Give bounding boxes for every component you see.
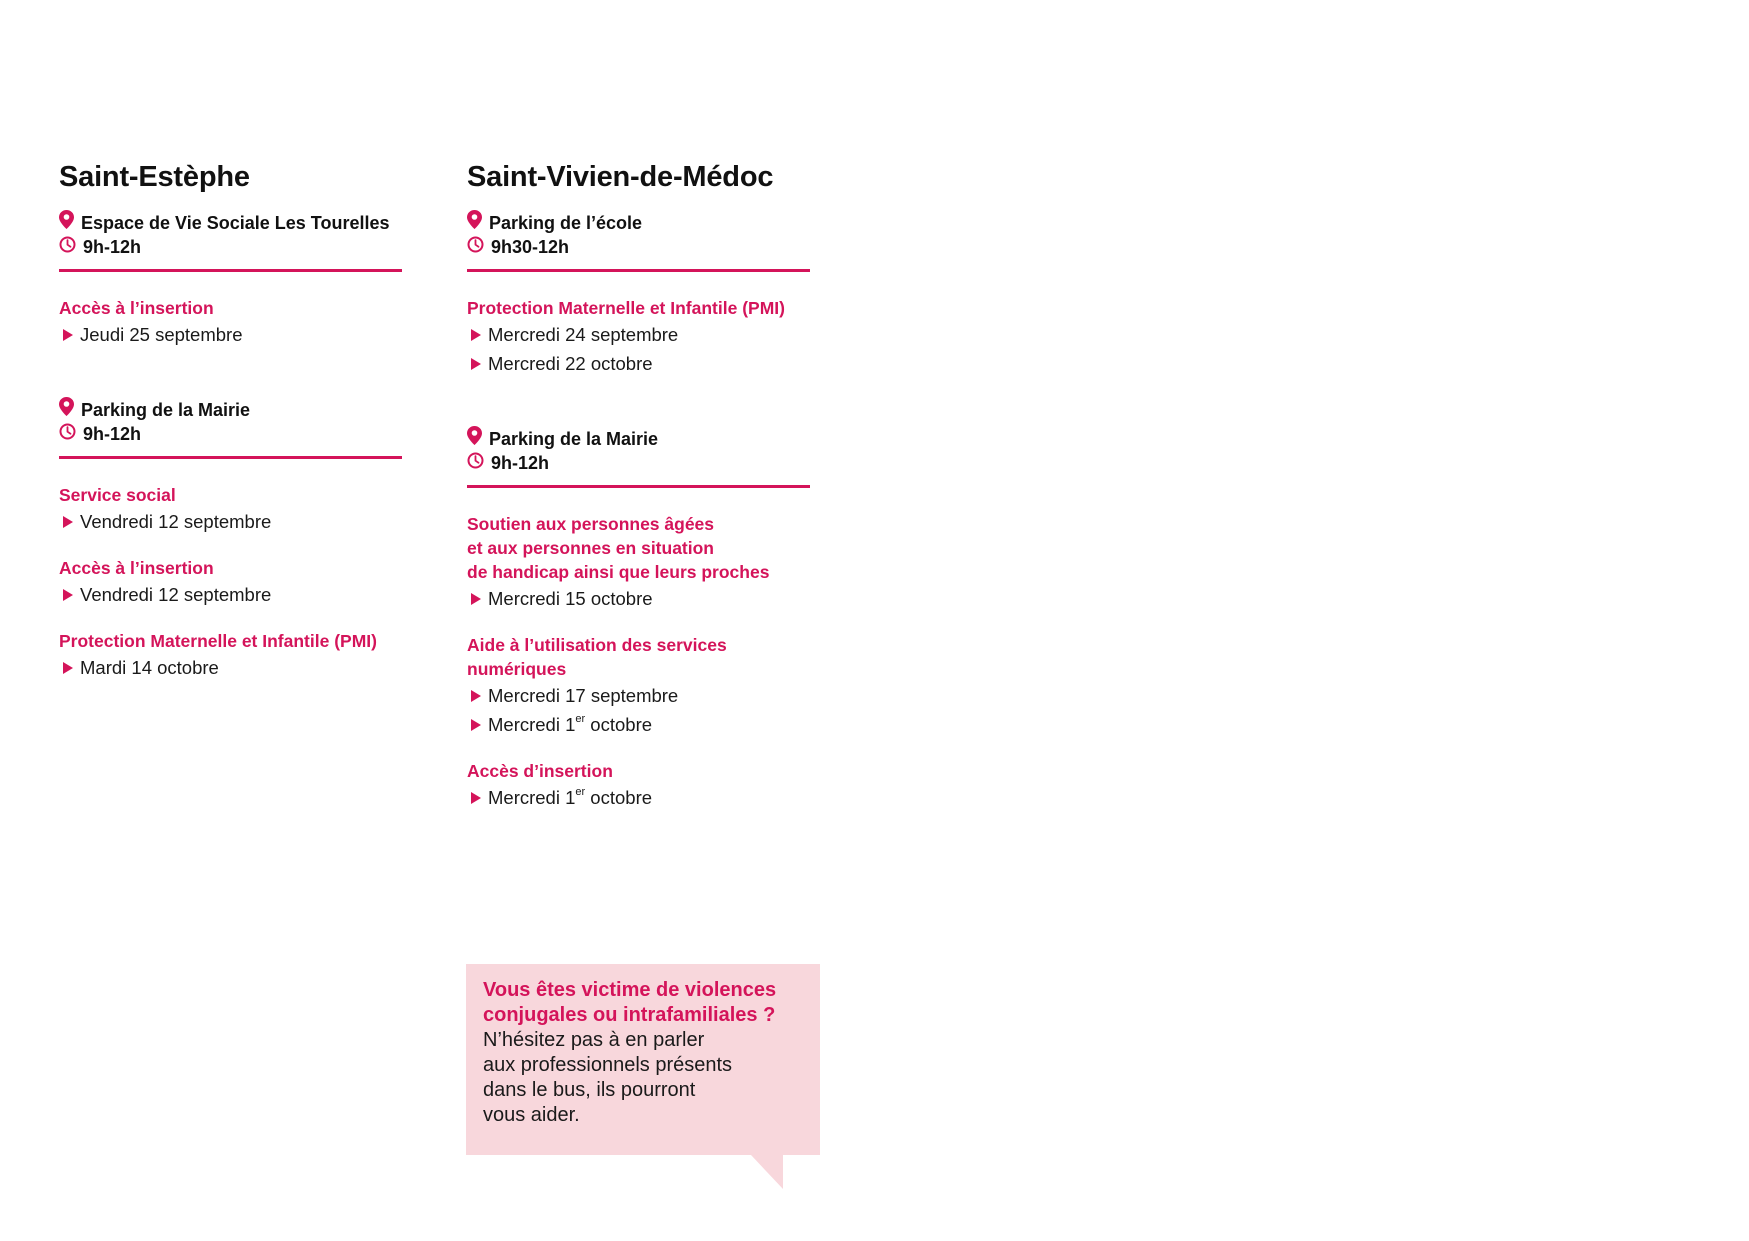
service-title: Accès à l’insertion [59,558,214,578]
service-title: Protection Maternelle et Infantile (PMI) [59,631,377,651]
date-item [59,580,402,609]
triangle-right-icon [63,516,73,528]
service-title: Service social [59,485,176,505]
triangle-right-icon [471,719,481,731]
date-item [467,584,810,613]
date-text: Mardi 14 octobre [80,657,219,678]
date-text: Vendredi 12 septembre [80,511,272,532]
service-block [467,512,810,613]
clock-icon [467,235,484,259]
venue-location [59,210,402,235]
triangle-right-icon [471,358,481,370]
triangle-right-icon [471,329,481,341]
venue-hours-text: 9h-12h [83,237,142,257]
town-title: Saint-Vivien-de-Médoc [467,161,774,193]
service-block [59,556,402,609]
date-text: Mercredi 1er octobre [488,785,653,808]
map-pin-icon [467,426,482,451]
venue-hours [59,235,402,259]
venue-location [467,210,810,235]
venue-place: Parking de la Mairie [489,428,659,449]
map-pin-icon [467,210,482,235]
date-text: Mercredi 1er octobre [488,712,653,735]
venue-spacer [59,375,402,397]
section-divider [467,269,810,272]
triangle-right-icon [471,792,481,804]
service-block [467,633,810,739]
venue-place: Parking de la Mairie [81,399,251,420]
map-pin-icon [59,397,74,422]
date-item [467,349,810,378]
date-item [467,681,810,710]
date-text: Mercredi 15 octobre [488,588,653,609]
clock-icon [59,422,76,446]
date-item [467,320,810,349]
venue-hours-text: 9h-12h [83,424,142,444]
venue-block [467,426,810,812]
callout-title: Vous êtes victime de violences conjugales ou intrafamiliales ? [483,979,777,1026]
date-text: Mercredi 22 octobre [488,353,653,374]
date-text: Vendredi 12 septembre [80,584,272,605]
service-title: Accès à l’insertion [59,298,214,318]
clock-icon [59,235,76,259]
date-text: Jeudi 25 septembre [80,324,243,345]
date-item [59,507,402,536]
section-divider [467,485,810,488]
venue-hours [59,422,402,446]
column-saint-vivien [467,160,810,838]
venue-location [467,426,810,451]
date-text: Mercredi 24 septembre [488,324,679,345]
triangle-right-icon [63,662,73,674]
venue-hours-text: 9h30-12h [491,237,570,257]
service-block [467,759,810,812]
service-block [467,296,810,378]
town-title: Saint-Estèphe [59,161,250,193]
triangle-right-icon [63,589,73,601]
triangle-right-icon [471,690,481,702]
callout-tail [751,1155,783,1189]
map-pin-icon [59,210,74,235]
venue-hours [467,451,810,475]
venue-block [59,210,402,349]
venue-place: Espace de Vie Sociale Les Tourelles [81,212,390,233]
violence-callout [466,964,820,1155]
service-title: Accès d’insertion [467,761,613,781]
triangle-right-icon [63,329,73,341]
service-block [59,296,402,349]
date-item [59,320,402,349]
callout-body: N’hésitez pas à en parler aux professionnels présents dans le bus, ils pourront vous aider. [483,1029,733,1126]
date-item [467,783,810,812]
date-item [467,710,810,739]
venue-block [467,210,810,378]
service-title: Soutien aux personnes âgées et aux personnes en situation de handicap ainsi que leurs proches [467,514,770,582]
clock-icon [467,451,484,475]
venue-place: Parking de l’école [489,212,643,233]
service-block [59,483,402,536]
venue-hours [467,235,810,259]
service-block [59,629,402,682]
service-title: Aide à l’utilisation des services numériques [467,635,727,679]
venue-hours-text: 9h-12h [491,453,550,473]
date-text: Mercredi 17 septembre [488,685,679,706]
venue-spacer [467,404,810,426]
section-divider [59,269,402,272]
venue-block [59,397,402,682]
venue-location [59,397,402,422]
column-saint-estephe [59,160,402,708]
section-divider [59,456,402,459]
triangle-right-icon [471,593,481,605]
service-title: Protection Maternelle et Infantile (PMI) [467,298,785,318]
date-item [59,653,402,682]
